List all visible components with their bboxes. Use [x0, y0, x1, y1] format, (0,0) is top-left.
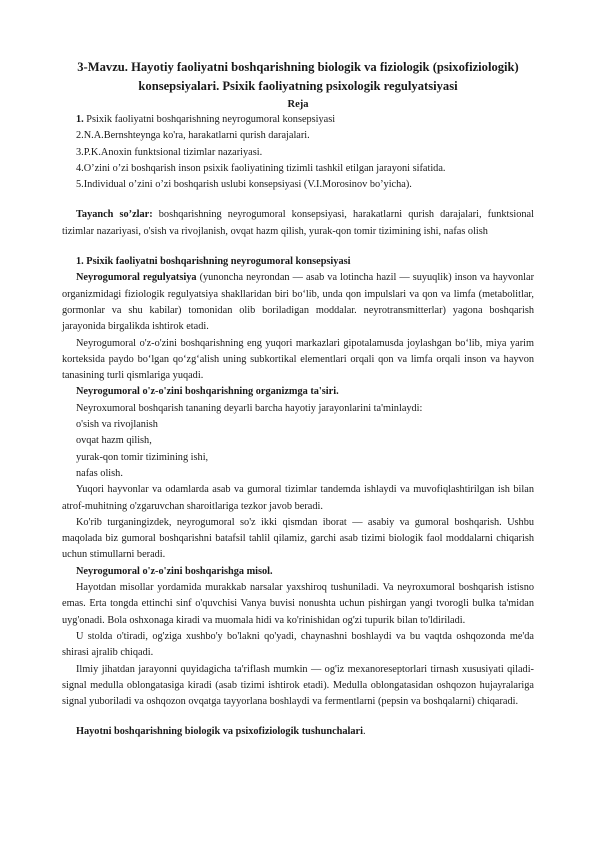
plan-item-text: Psixik faoliyatni boshqarishning neyrogumoral konsepsiyasi: [83, 114, 336, 125]
paragraph: Ilmiy jihatdan jarayonni quyidagicha ta'riflash mumkin — og'iz mexanoreseptorlari tirnash xususiyati qiladi-signal medulla oblongatasiga kiradi (asab tizimi ishtirok etadi). Medulla oblongatasidan oshqozon hujayralariga signal yuboriladi va oshqozon ovqatga tayyorlana boshlaydi va fermentlarni (pepsin va boshqalarni) chiqaradi.: [62, 663, 534, 708]
document-title: 3-Mavzu. Hayotiy faoliyatni boshqarishning biologik va fiziologik (psixofiziologik) konsepsiyalari. Psixik faoliyatning psixologik regulyatsiyasi: [77, 60, 519, 93]
term-bold: Neyrogumoral regulyatsiya: [76, 272, 197, 284]
keywords-text: boshqarishning neyrogumoral konsepsiyasi, harakatlarni qurish darajalari, funktsional tizimlar nazariyasi, o'sish va rivojlanish, ovqat hazm qilish, yurak-qon tomir tizimining ishi, nafas olish: [62, 209, 534, 237]
keywords-label: Tayanch so’zlar:: [76, 209, 153, 221]
paragraph-text: (yunoncha neyrondan — asab va lotincha hazil — suyuqlik) inson va hayvonlar organizmidagi fiziologik regulyatsiya shakllaridan biri bo‘lib, unda qon impulslari va qon va limfa (metabolitlar, gormonlar va shu kabilar) tomonidan olib boriladigan moddalar. neyrotransmitterlar) yagona boshqarish jarayonida birgalikda ishtirok etadi.: [62, 272, 535, 333]
list-item: o'sish va rivojlanish: [76, 419, 158, 431]
list-item: ovqat hazm qilish,: [76, 435, 152, 447]
paragraph: Neyroxumoral boshqarish tananing deyarli barcha hayotiy jarayonlarini ta'minlaydi:: [76, 402, 423, 414]
plan-item-text: 2.N.A.Bernshteynga ko'ra, harakatlarni qurish darajalari.: [76, 130, 310, 142]
plan-item-text: 3.P.K.Anoxin funktsional tizimlar nazariyasi.: [76, 146, 263, 158]
spacer: [62, 710, 534, 724]
plan-item: [76, 177, 534, 193]
plan-item: [76, 128, 534, 144]
plan-item-number: 1.: [76, 114, 84, 125]
paragraph: [62, 270, 534, 335]
spacer: [62, 193, 534, 207]
plan-item: [76, 161, 534, 177]
keywords-paragraph: [62, 207, 534, 240]
plan-item-text: 5.Individual o’zini o’zi boshqarish uslubi konsepsiyasi (V.I.Morosinov bo’yicha).: [76, 179, 412, 191]
subheading: Neyrogumoral o'z-o'zini boshqarishning organizmga ta'siri.: [76, 386, 339, 398]
section-heading-text: Hayotni boshqarishning biologik va psixofiziologik tushunchalari: [76, 726, 363, 738]
paragraph: U stolda o'tiradi, og'ziga xushbo'y bo'lakni qo'yadi, chaynashni boshlaydi va bu vaqtda oshqozonda me'da shirasi ajralib chiqadi.: [62, 630, 534, 659]
spacer: [62, 240, 534, 254]
section-heading-tail: .: [362, 726, 366, 738]
list-item: yurak-qon tomir tizimining ishi,: [76, 451, 209, 463]
subheading: Neyrogumoral o'z-o'zini boshqarishga misol.: [76, 565, 273, 577]
paragraph: Neyrogumoral o'z-o'zini boshqarishning eng yuqori markazlari gipotalamusda joylashgan bo‘lib, miya yarim korteksida paydo bo‘lgan qo‘zg‘alish uning subkortikal elementlari orqali qon va limfa orqali inson va hayvon tanasining turli qismlariga yuqadi.: [62, 337, 534, 382]
plan-list: [62, 112, 534, 193]
paragraph: Hayotdan misollar yordamida murakkab narsalar yaxshiroq tushuniladi. Va neyroxumoral boshqarish istisno emas. Erta tongda ettinchi sinf o'quvchisi Vanya buvisi nonushta uchun pishirgan yangi tvorogli bulka ta'midan uyg'onadi. Bola oshxonaga kiradi va muomala hidi va ko'rinishidan og'zi tupurik bilan to'ldiriladi.: [62, 582, 534, 626]
list-item: nafas olish.: [76, 467, 123, 479]
plan-item: [76, 112, 534, 128]
plan-item-text: 4.O’zini o’zi boshqarish inson psixik faoliyatining tizimli tashkil etilgan jarayoni sifatida.: [76, 162, 446, 174]
paragraph: Ko'rib turganingizdek, neyrogumoral so'z ikki qismdan iborat — asabiy va gumoral boshqarish. Ushbu maqolada biz gumoral boshqarishni batafsil tahlil qilamiz, garchi asab tizimi biologik faol moddalarni chiqarish uchun stimullarni beradi.: [62, 516, 534, 561]
plan-item: [76, 145, 534, 161]
section-heading: [62, 724, 534, 740]
section-heading: 1. Psixik faoliyatni boshqarishning neyrogumoral konsepsiyasi: [76, 256, 351, 268]
plan-heading: Reja: [287, 99, 309, 110]
paragraph: Yuqori hayvonlar va odamlarda asab va gumoral tizimlar tandemda ishlaydi va muvofiqlashtirilgan ish bilan atrof-muhitning o'zgaruvchan sharoitlariga tezkor javob beradi.: [62, 484, 534, 512]
